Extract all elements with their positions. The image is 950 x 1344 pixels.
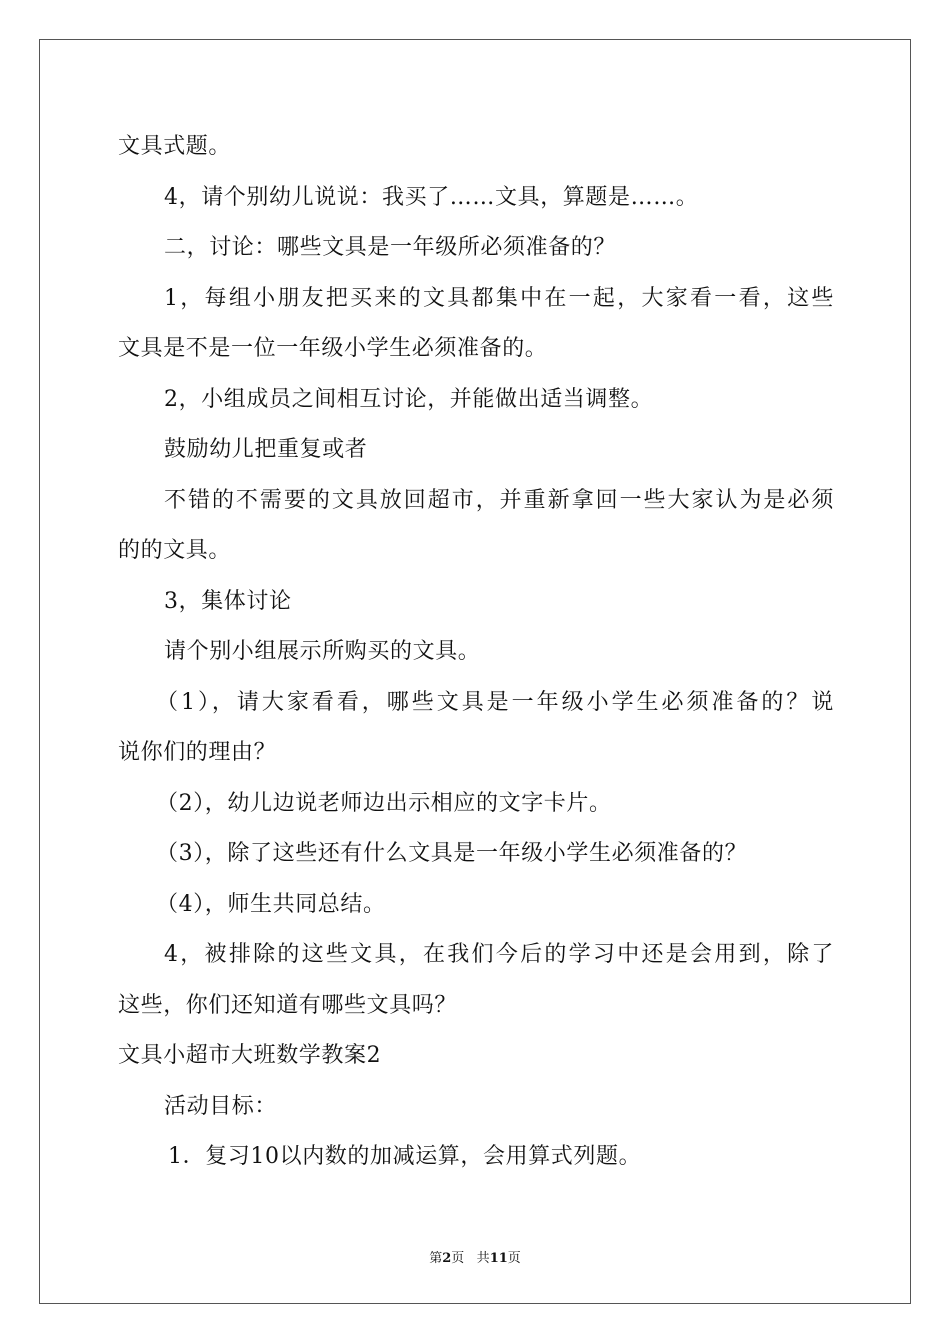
page-footer [0,1247,950,1266]
section-title: 文具小超市大班数学教案2 [118,1043,382,1068]
text-line: 说你们的理由？ [118,740,277,765]
text-line: 这些，你们还知道有哪些文具吗？ [118,992,458,1018]
total-pages: 11 [489,1251,508,1266]
text-line: 3，集体讨论 [164,588,292,614]
text-line: 鼓励幼儿把重复或者 [164,437,368,462]
text-line: 的的文具。 [118,538,232,563]
text-line: 文具是不是一位一年级小学生必须准备的。 [118,336,548,361]
text-line: 4，被排除的这些文具，在我们今后的学习中还是会用到，除了 [164,942,834,967]
text-line: 4，请个别幼儿说说：我买了……文具，算题是……。 [164,184,699,210]
text-line: 文具式题。 [118,134,232,159]
page-label-suffix: 页 [451,1251,465,1266]
text-line: 1，每组小朋友把买来的文具都集中在一起，大家看一看，这些 [164,285,834,311]
text-line: （1），请大家看看，哪些文具是一年级小学生必须准备的？说 [156,689,834,715]
page-label-prefix: 第 [429,1251,443,1266]
text-line: （4），师生共同总结。 [156,891,386,917]
text-line: 请个别小组展示所购买的文具。 [164,639,481,664]
section-heading: 二，讨论：哪些文具是一年级所必须准备的？ [164,235,617,260]
text-line: 不错的不需要的文具放回超市，并重新拿回一些大家认为是必须 [164,487,834,513]
text-line: （3），除了这些还有什么文具是一年级小学生必须准备的？ [156,841,748,866]
text-line: 活动目标： [164,1093,278,1119]
text-line: （2），幼儿边说老师边出示相应的文字卡片。 [156,790,612,816]
text-line: 2，小组成员之间相互讨论，并能做出适当调整。 [164,386,654,412]
page-number: 2 [442,1251,452,1266]
total-label-prefix: 共 [476,1251,490,1266]
total-label-suffix: 页 [507,1251,521,1266]
document-body [118,122,834,1183]
text-line: 1．复习10以内数的加减运算，会用算式列题。 [168,1144,642,1169]
